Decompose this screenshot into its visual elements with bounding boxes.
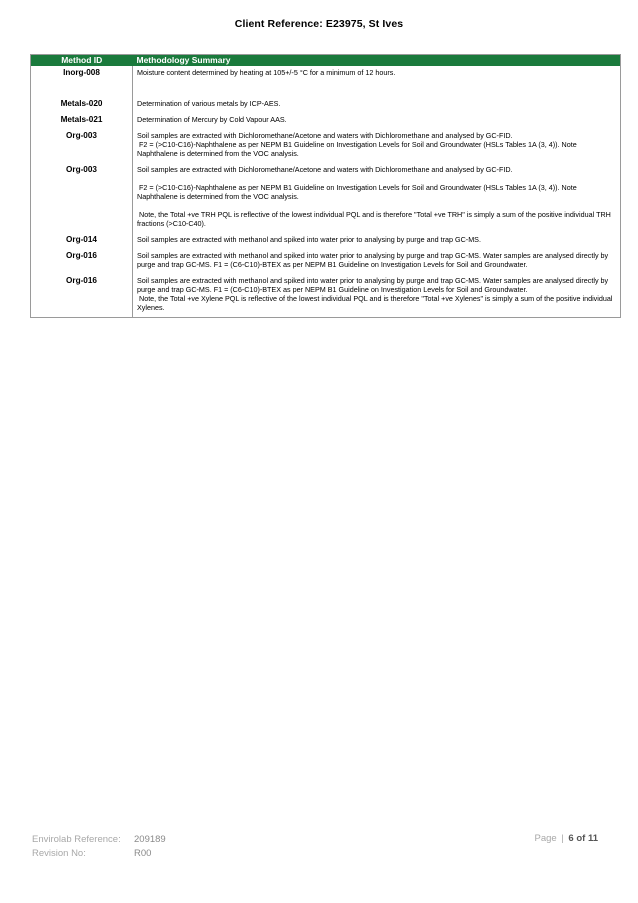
methodology-summary-cell <box>133 274 621 318</box>
table-row <box>31 129 621 163</box>
page-count: 6 of 11 <box>568 833 598 844</box>
envirolab-reference-label: Envirolab Reference: <box>32 834 121 845</box>
column-header-methodology-summary: Methodology Summary <box>133 55 621 67</box>
summary-paragraph: Soil samples are extracted with Dichloromethane/Acetone and waters with Dichloromethane and analysed by GC-FID. F2 = (>C10-C16)-Naphthalene as per NEPM B1 Guideline on Investigation Levels for Soil and Groundwater (HSLs Tables 1A (3, 4)). Note Naphthalene is determined from the VOC analysis. <box>137 131 577 158</box>
methodology-summary-cell <box>133 66 621 97</box>
summary-paragraph: F2 = (>C10-C16)-Naphthalene as per NEPM B1 Guideline on Investigation Levels for Soil and Groundwater (HSLs Tables 1A (3, 4)). Note Naphthalene is determined from the VOC analysis. <box>137 183 579 201</box>
methodology-summary-cell <box>133 249 621 274</box>
summary-paragraph: Soil samples are extracted with methanol and spiked into water prior to analysing by purge and trap GC-MS. <box>137 235 481 244</box>
summary-paragraph: Soil samples are extracted with methanol and spiked into water prior to analysing by purge and trap GC-MS. Water samples are analysed directly by purge and trap GC-MS. F1 = (C6-C10)-BTEX as per NEPM B1 Guideline on Investigation Levels for Soil and Groundwater. <box>137 251 611 269</box>
summary-paragraph: Determination of various metals by ICP-AES. <box>137 99 281 108</box>
revision-value: R00 <box>134 848 152 859</box>
envirolab-reference-line <box>32 833 166 847</box>
summary-paragraph: Moisture content determined by heating at 105+/-5 °C for a minimum of 12 hours. <box>137 68 396 77</box>
table-row <box>31 113 621 129</box>
page-word: Page <box>534 833 557 844</box>
methodology-summary-cell <box>133 129 621 163</box>
method-id-cell: Org-016 <box>31 274 133 318</box>
table-header-row <box>31 55 621 67</box>
methodology-summary-cell <box>133 113 621 129</box>
method-id-cell: Org-003 <box>31 163 133 233</box>
methodology-summary-cell <box>133 97 621 113</box>
methodology-table <box>30 54 621 318</box>
method-id-cell: Org-014 <box>31 233 133 249</box>
page-number <box>534 833 598 844</box>
table-row <box>31 249 621 274</box>
table-row <box>31 97 621 113</box>
page-separator: | <box>561 833 564 844</box>
method-id-cell: Inorg-008 <box>31 66 133 97</box>
table-row <box>31 233 621 249</box>
summary-paragraph: Note, the Total +ve TRH PQL is reflective of the lowest individual PQL and is therefore "Total +ve TRH" is simply a sum of the positive individual TRH fractions (>C10-C40). <box>137 210 613 228</box>
methodology-summary-cell <box>133 163 621 233</box>
summary-paragraph: Determination of Mercury by Cold Vapour AAS. <box>137 115 287 124</box>
revision-line <box>32 847 166 861</box>
page-title: Client Reference: E23975, St Ives <box>234 18 404 30</box>
method-id-cell: Org-016 <box>31 249 133 274</box>
methodology-summary-cell <box>133 233 621 249</box>
table-row <box>31 274 621 318</box>
column-header-method-id: Method ID <box>31 55 133 67</box>
method-id-cell: Org-003 <box>31 129 133 163</box>
revision-label: Revision No: <box>32 848 86 859</box>
summary-paragraph: Soil samples are extracted with methanol and spiked into water prior to analysing by purge and trap GC-MS. Water samples are analysed directly by purge and trap GC-MS. F1 = (C6-C10)-BTEX as per NEPM B1 Guideline on Investigation Levels for Soil and Groundwater. Note, the Total +ve Xylene PQL is reflective of the lowest individual PQL and is therefore "Total +ve Xylenes" is simply a sum of the positive individual Xylenes. <box>137 276 613 312</box>
summary-paragraph: Soil samples are extracted with Dichloromethane/Acetone and waters with Dichloromethane and analysed by GC-FID. <box>137 165 513 174</box>
table-row <box>31 163 621 233</box>
envirolab-reference-value: 209189 <box>134 834 166 845</box>
method-id-cell: Metals-020 <box>31 97 133 113</box>
table-row <box>31 66 621 97</box>
method-id-cell: Metals-021 <box>31 113 133 129</box>
report-footer <box>32 833 166 861</box>
